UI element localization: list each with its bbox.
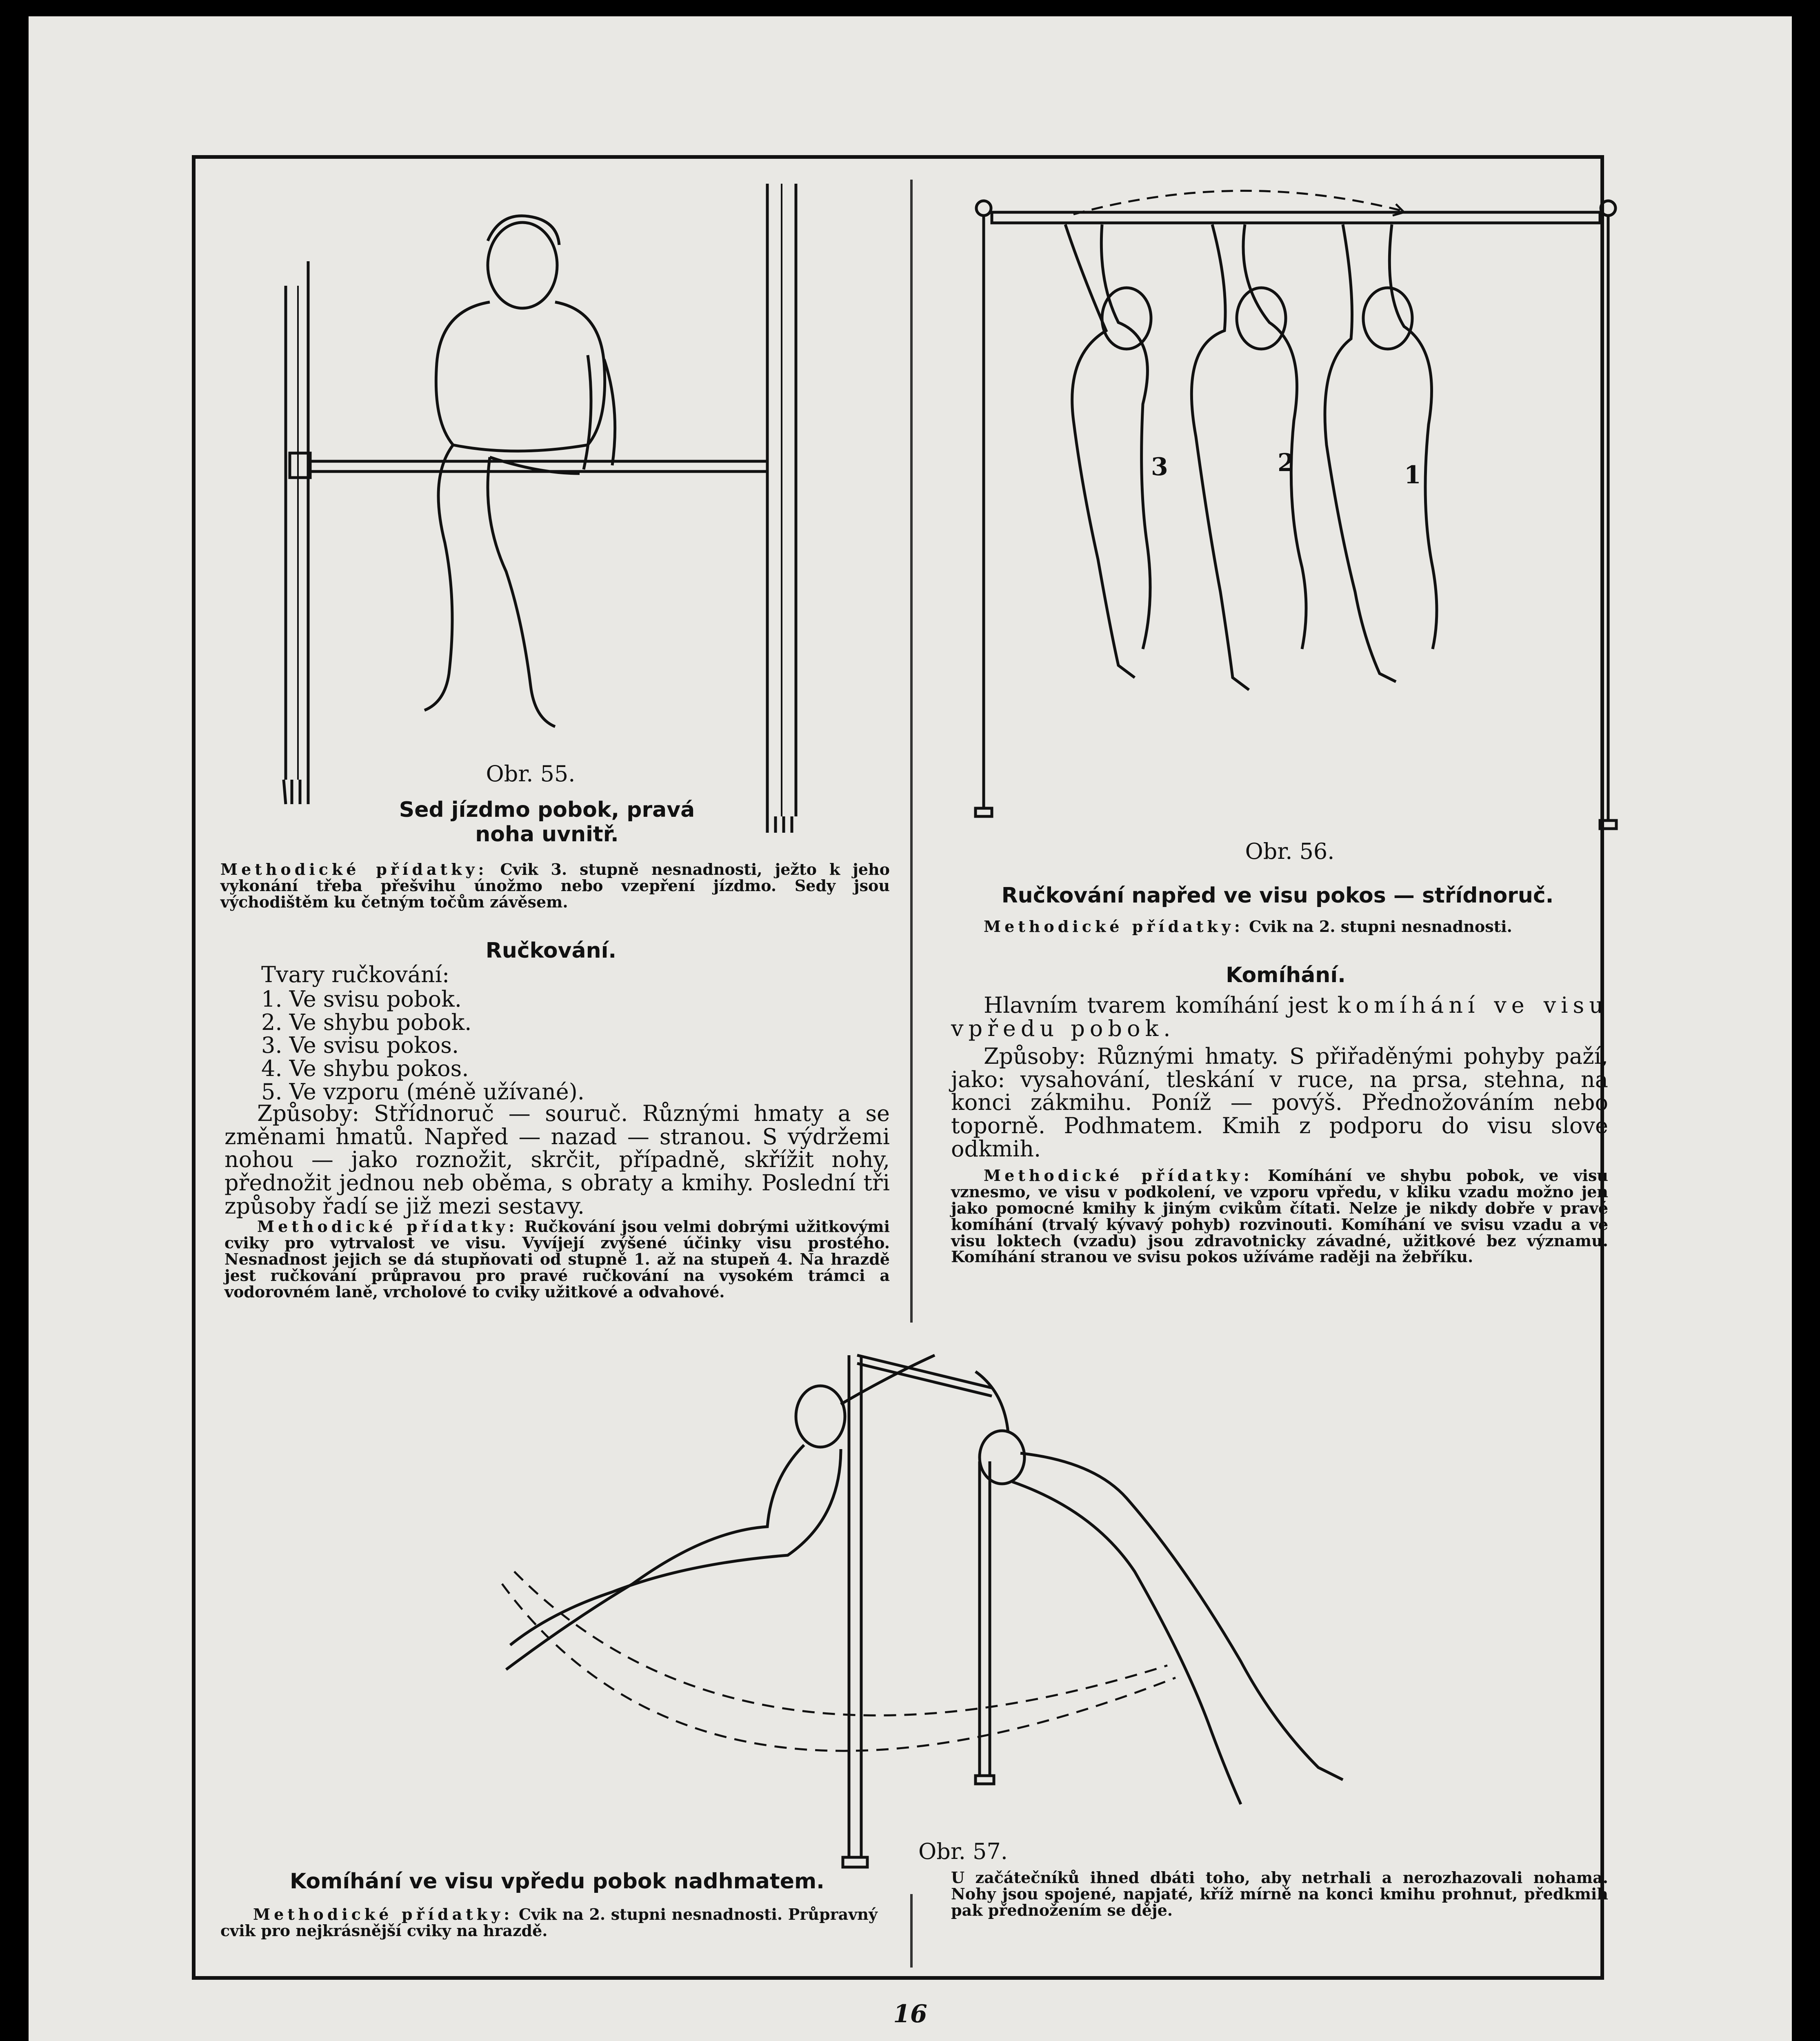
column-divider-lower (910, 1894, 913, 1968)
komihani-p1 (951, 994, 1608, 1040)
figure-56-number-3: 3 (1151, 453, 1168, 481)
figure-56-number-2: 2 (1278, 449, 1295, 477)
komihani-p1-b: komíhání ve visu vpředu pobok. (951, 992, 1608, 1041)
ruckovani-forms-list (261, 988, 669, 1103)
figure-55-note (220, 861, 890, 910)
figure-57-caption: Obr. 57. (918, 1839, 1008, 1864)
komihani-ways-label: Způsoby: (984, 1043, 1086, 1069)
komihani-note-text: Komíhání ve shybu pobok, ve visu vznesmo, ve visu v podkolení, ve vzporu vpředu, v kliku vzadu možno jen jako pomocné kmihy k jiným cvikům čítati. Nelze je nikdy dobře v pravé komíhání (trvalý kývavý pohyb) rozvinouti. Komíhání ve svisu vzadu a ve visu loktech (vzadu) jsou zdravotnicky závadné, užitkové bez významu. Komíhání stranou ve svisu pokos užíváme raději na žebříku. (951, 1166, 1609, 1266)
figure-56-note-label: Methodické přídatky: (984, 917, 1244, 936)
figure-55-title: Sed jízdmo pobok, pravá noha uvnitř. (399, 798, 695, 847)
ruckovani-ways (224, 1102, 890, 1218)
list-item: 4. Ve shybu pokos. (261, 1056, 469, 1082)
ruckovani-ways-label: Způsoby: (257, 1101, 360, 1126)
komihani-ways-text: Různými hmaty. S přiřaděnými pohyby paží, jako: vysahování, tleskání v ruce, na prsa, stehna, na konci zákmihu. Poníž — povýš. Přednožováním nebo toporně. Podhmatem. Kmih z podporu do visu slove odkmih. (951, 1043, 1608, 1162)
list-item: 1. Ve svisu pobok. (261, 986, 462, 1012)
figure-57-illustration (449, 1339, 1388, 1878)
ruckovani-note-label: Methodické přídatky: (257, 1217, 518, 1236)
figure-57-note-label: Methodické přídatky: (253, 1905, 513, 1923)
figure-56-caption: Obr. 56. (1245, 838, 1335, 864)
ruckovani-forms-title: Tvary ručkování: (261, 962, 450, 987)
komihani-note-label: Methodické přídatky: (984, 1166, 1253, 1185)
komihani-heading: Komíhání. (1226, 963, 1346, 987)
figure-57-note (220, 1906, 878, 1939)
ruckovani-note-text: Ručkování jsou velmi dobrými užitkovými cviky pro vytrvalost ve visu. Vyvíjejí zvýšené účinky visu prostého. Nesnadnost jejich se dá stupňovati od stupně 1. až na stupeň 4. Na hrazdě jest ručkování průpravou pro pravé ručkování na vysokém trámci a vodorovném laně, vrcholové to cviky užitkové a odvahové. (224, 1217, 890, 1301)
figure-56-title: Ručkování napřed ve visu pokos — střídnoruč. (1001, 883, 1554, 908)
figure-57-side-text: U začátečníků ihned dbáti toho, aby netrhali a nerozhazovali nohama. Nohy jsou spojené, napjaté, kříž mírně na konci kmihu prohnut, předkmih pak přednožením se děje. (951, 1868, 1608, 1919)
figure-55-note-label: Methodické přídatky: (220, 860, 488, 878)
figure-56-note (951, 918, 1608, 935)
figure-56-note-text: Cvik na 2. stupni nesnadnosti. (1249, 917, 1512, 936)
ruckovani-heading: Ručkování. (485, 938, 617, 963)
komihani-note (951, 1167, 1608, 1265)
figure-57-note-text: Cvik na 2. stupni nesnadnosti. Průpravný cvik pro nejkrásnější cviky na hrazdě. (220, 1905, 878, 1940)
ruckovani-note (224, 1218, 890, 1300)
list-item: 3. Ve svisu pokos. (261, 1032, 459, 1058)
list-item: 5. Ve vzporu (méně užívané). (261, 1078, 584, 1105)
figure-55-caption: Obr. 55. (486, 761, 576, 787)
figure-55-note-text: Cvik 3. stupně nesnadnosti, ježto k jeho vykonání třeba přešvihu únožmo nebo vzepření jízdmo. Sedy jsou východištěm ku četným točům závěsem. (220, 860, 890, 911)
figure-56-number-1: 1 (1404, 461, 1421, 489)
ruckovani-ways-text: Střídnoruč — souruč. Různými hmaty a se změnami hmatů. Napřed — nazad — stranou. S výdržemi nohou — jako roznožit, skrčit, případně, skřížit nohy, přednožit jednou neb oběma, s obraty a kmihy. Poslední tři způsoby řadí se již mezi sestavy. (224, 1101, 890, 1219)
figure-57-title: Komíhání ve visu vpředu pobok nadhmatem. (290, 1869, 824, 1894)
list-item: 2. Ve shybu pobok. (261, 1009, 472, 1035)
komihani-p1-a: Hlavním tvarem komíhání jest (984, 992, 1328, 1018)
figure-56-illustration (967, 180, 1620, 833)
figure-55-illustration (261, 180, 841, 841)
komihani-ways (951, 1045, 1608, 1161)
page-number: 16 (893, 2000, 927, 2028)
column-divider (910, 180, 913, 1323)
